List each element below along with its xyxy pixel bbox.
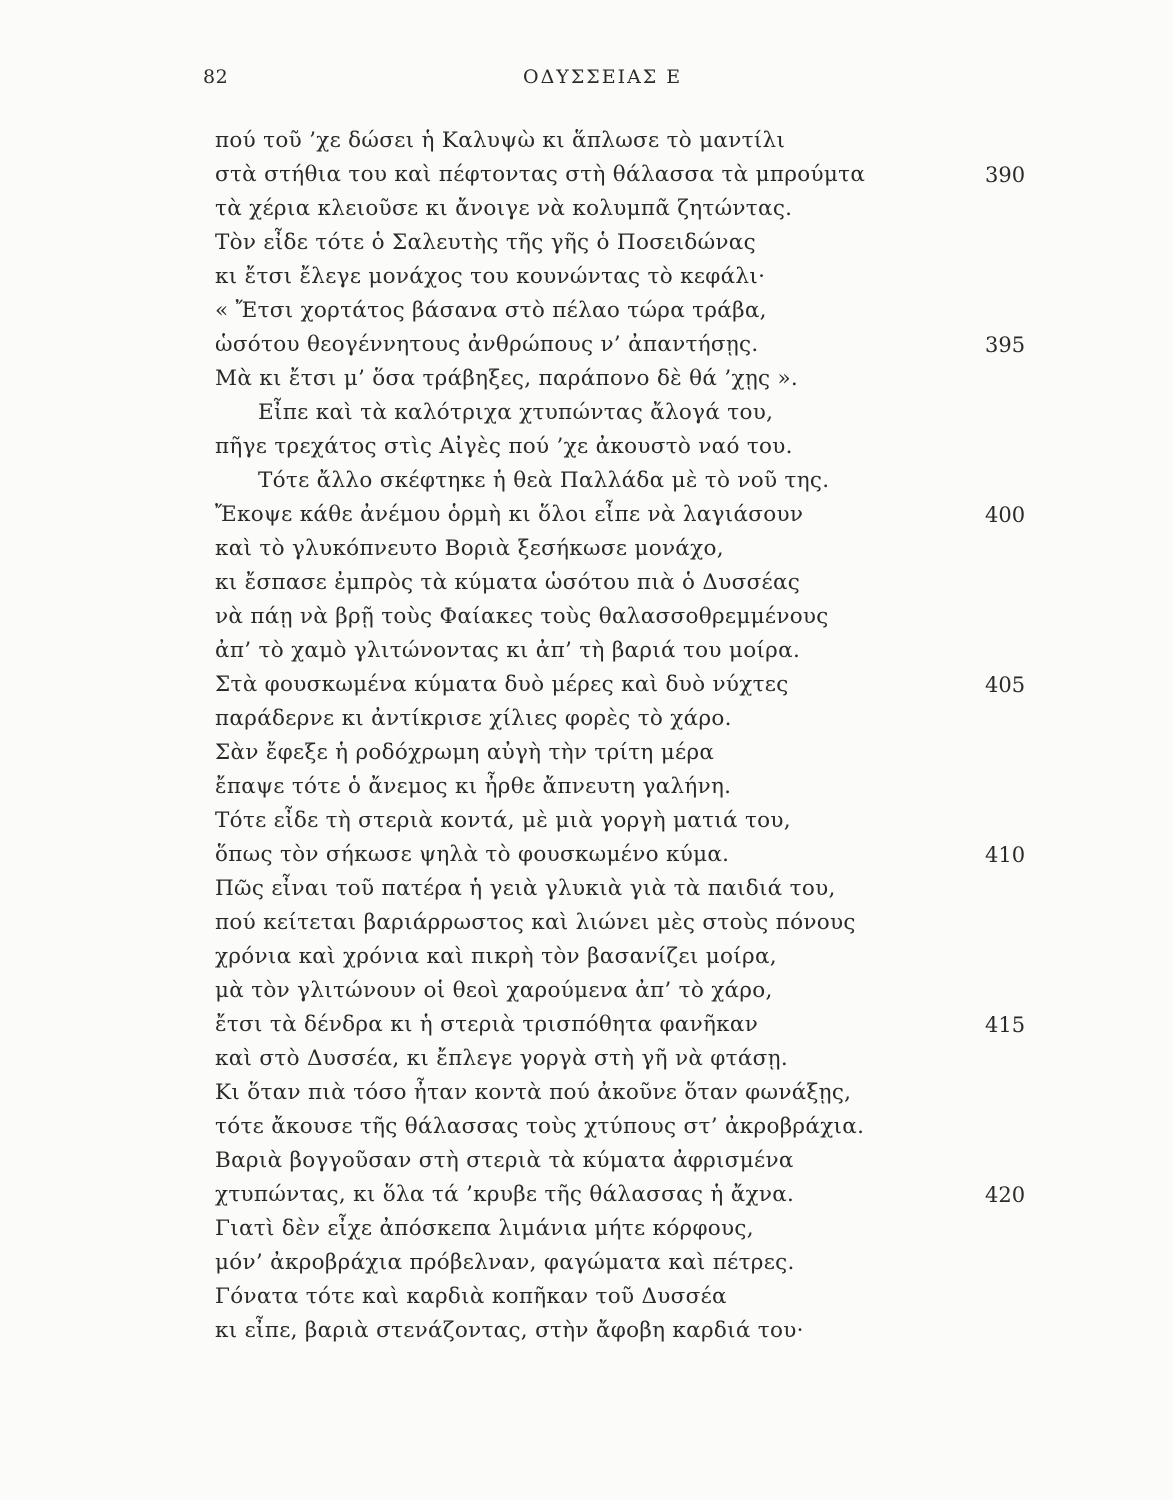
verse-text: Εἶπε καὶ τὰ καλότριχα χτυπώντας ἄλογά του, [258, 400, 774, 425]
verse-text: Πῶς εἶναι τοῦ πατέρα ἡ γειὰ γλυκιὰ γιὰ τὰ παιδιά του, [215, 876, 836, 901]
verse-line [0, 1178, 1173, 1212]
verse-text: τὰ χέρια κλειοῦσε κι ἄνοιγε νὰ κολυμπᾶ ζητώντας. [215, 196, 793, 221]
verse-line [0, 532, 1173, 566]
verse-text: νὰ πάῃ νὰ βρῇ τοὺς Φαίακες τοὺς θαλασσοθρεμμένους [215, 604, 829, 629]
verse-line [0, 1314, 1173, 1348]
verse-line [0, 430, 1173, 464]
verse-text: « Ἔτσι χορτάτος βάσανα στὸ πέλαο τώρα τράβα, [215, 298, 767, 323]
book-title: ΟΔΥΣΣΕΙΑΣ Ε [523, 66, 683, 88]
verse-line [0, 838, 1173, 872]
verse-text: τότε ἄκουσε τῆς θάλασσας τοὺς χτύπους στ’ ἀκροβράχια. [215, 1114, 865, 1139]
verse-line [0, 1076, 1173, 1110]
verse-text: ὅπως τὸν σήκωσε ψηλὰ τὸ φουσκωμένο κύμα. [215, 842, 730, 867]
verse-line [0, 1110, 1173, 1144]
line-number: 415 [985, 1013, 1026, 1037]
verse-line [0, 1246, 1173, 1280]
verse-line [0, 1008, 1173, 1042]
verse-text: χτυπώντας, κι ὅλα τά ’κρυβε τῆς θάλασσας ἡ ἄχνα. [215, 1182, 795, 1207]
verse-text: Βαριὰ βογγοῦσαν στὴ στεριὰ τὰ κύματα ἀφρισμένα [215, 1148, 794, 1173]
verse-line [0, 498, 1173, 532]
verse-text: ἔπαψε τότε ὁ ἄνεμος κι ἦρθε ἄπνευτη γαλήνη. [215, 774, 732, 799]
verse-text: χρόνια καὶ χρόνια καὶ πικρὴ τὸν βασανίζει μοίρα, [215, 944, 777, 969]
verse-text: μὰ τὸν γλιτώνουν οἱ θεοὶ χαρούμενα ἀπ’ τὸ χάρο, [215, 978, 773, 1003]
verse-line [0, 1212, 1173, 1246]
verse-line [0, 124, 1173, 158]
verse-line [0, 1280, 1173, 1314]
verse-text: ὡσότου θεογέννητους ἀνθρώπους ν’ ἀπαντήσῃς. [215, 332, 759, 357]
verse-text: κι εἶπε, βαριὰ στενάζοντας, στὴν ἄφοβη καρδιά του· [215, 1318, 804, 1343]
verse-text: Τὸν εἶδε τότε ὁ Σαλευτὴς τῆς γῆς ὁ Ποσειδώνας [215, 230, 756, 255]
verse-line [0, 804, 1173, 838]
verse-block [0, 124, 1173, 1348]
verse-line [0, 1144, 1173, 1178]
verse-text: Γιατὶ δὲν εἶχε ἀπόσκεπα λιμάνια μήτε κόρφους, [215, 1216, 754, 1241]
verse-text: Στὰ φουσκωμένα κύματα δυὸ μέρες καὶ δυὸ νύχτες [215, 672, 789, 697]
verse-line [0, 1042, 1173, 1076]
verse-text: καὶ τὸ γλυκόπνευτο Βοριὰ ξεσήκωσε μονάχο, [215, 536, 724, 561]
verse-text: μόν’ ἀκροβράχια πρόβελναν, φαγώματα καὶ πέτρες. [215, 1250, 795, 1275]
verse-text: ἀπ’ τὸ χαμὸ γλιτώνοντας κι ἀπ’ τὴ βαριά του μοίρα. [215, 638, 801, 663]
verse-line [0, 974, 1173, 1008]
verse-text: Ἔκοψε κάθε ἀνέμου ὁρμὴ κι ὅλοι εἶπε νὰ λαγιάσουν [215, 502, 804, 527]
verse-text: πού κείτεται βαριάρρωστος καὶ λιώνει μὲς στοὺς πόνους [215, 910, 856, 935]
verse-text: Μὰ κι ἔτσι μ’ ὅσα τράβηξες, παράπονο δὲ θά ’χῃς ». [215, 366, 799, 391]
verse-line [0, 668, 1173, 702]
verse-line [0, 294, 1173, 328]
verse-text: πού τοῦ ’χε δώσει ἡ Καλυψὼ κι ἅπλωσε τὸ μαντίλι [215, 128, 786, 153]
verse-line [0, 464, 1173, 498]
verse-line [0, 566, 1173, 600]
verse-line [0, 770, 1173, 804]
verse-line [0, 226, 1173, 260]
verse-text: στὰ στήθια του καὶ πέφτοντας στὴ θάλασσα τὰ μπρούμτα [215, 162, 866, 187]
verse-text: παράδερνε κι ἀντίκρισε χίλιες φορὲς τὸ χάρο. [215, 706, 732, 731]
verse-text: Κι ὅταν πιὰ τόσο ἦταν κοντὰ πού ἀκοῦνε ὅταν φωνάξῃς, [215, 1080, 852, 1105]
verse-line [0, 362, 1173, 396]
verse-text: κι ἔσπασε ἐμπρὸς τὰ κύματα ὡσότου πιὰ ὁ Δυσσέας [215, 570, 801, 595]
verse-line [0, 634, 1173, 668]
verse-line [0, 396, 1173, 430]
verse-text: καὶ στὸ Δυσσέα, κι ἔπλεγε γοργὰ στὴ γῆ νὰ φτάσῃ. [215, 1046, 788, 1071]
running-head [0, 66, 1173, 96]
verse-line [0, 736, 1173, 770]
verse-text: ἔτσι τὰ δένδρα κι ἡ στεριὰ τρισπόθητα φανῆκαν [215, 1012, 759, 1037]
verse-line [0, 872, 1173, 906]
line-number: 400 [985, 503, 1026, 527]
verse-text: Τότε εἶδε τὴ στεριὰ κοντά, μὲ μιὰ γοργὴ ματιά του, [215, 808, 791, 833]
line-number: 410 [985, 843, 1026, 867]
verse-line [0, 328, 1173, 362]
line-number: 390 [985, 163, 1026, 187]
verse-line [0, 940, 1173, 974]
line-number: 405 [985, 673, 1026, 697]
verse-text: Σὰν ἔφεξε ἡ ροδόχρωμη αὐγὴ τὴν τρίτη μέρα [215, 740, 715, 765]
verse-line [0, 906, 1173, 940]
verse-text: Γόνατα τότε καὶ καρδιὰ κοπῆκαν τοῦ Δυσσέα [215, 1284, 727, 1309]
verse-line [0, 158, 1173, 192]
verse-text: πῆγε τρεχάτος στὶς Αἰγὲς πού ’χε ἀκουστὸ ναό του. [215, 434, 793, 459]
verse-text: κι ἔτσι ἔλεγε μονάχος του κουνώντας τὸ κεφάλι· [215, 264, 766, 289]
verse-line [0, 260, 1173, 294]
line-number: 420 [985, 1183, 1026, 1207]
verse-line [0, 600, 1173, 634]
verse-text: Τότε ἄλλο σκέφτηκε ἡ θεὰ Παλλάδα μὲ τὸ νοῦ της. [258, 468, 830, 493]
page-number: 82 [203, 66, 229, 88]
verse-line [0, 192, 1173, 226]
verse-line [0, 702, 1173, 736]
line-number: 395 [985, 333, 1026, 357]
